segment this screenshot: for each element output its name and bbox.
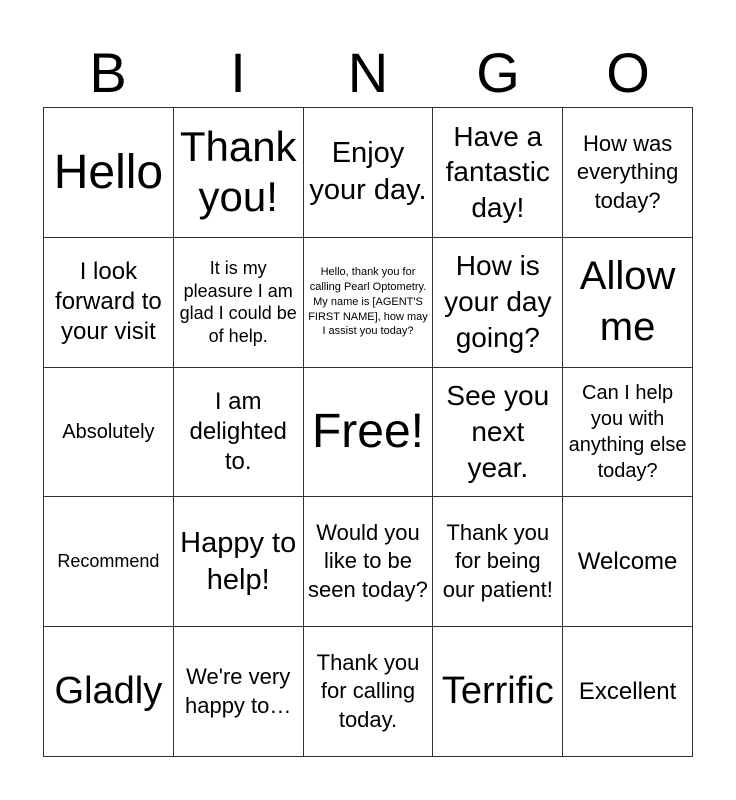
header-letter-n: N	[347, 41, 389, 104]
bingo-cell[interactable]	[563, 497, 693, 627]
bingo-cell[interactable]	[433, 497, 563, 627]
cell-text: Happy to help!	[180, 526, 297, 596]
cell-text: Recommend	[57, 551, 160, 572]
bingo-cell[interactable]	[44, 627, 174, 757]
cell-text: Thank you for calling today.	[316, 649, 420, 732]
cell-text: Absolutely	[62, 420, 155, 443]
bingo-cell[interactable]	[304, 108, 434, 238]
bingo-cell[interactable]	[174, 497, 304, 627]
header-letter-b: B	[89, 41, 127, 104]
cell-text: Terrific	[441, 669, 554, 712]
cell-text: Would you like to be seen today?	[308, 519, 428, 603]
cell-text: I am delighted to.	[189, 387, 287, 475]
cell-text: Thank you!	[179, 123, 297, 221]
cell-text: See you next year.	[446, 380, 550, 483]
bingo-cell[interactable]	[563, 368, 693, 498]
free-space-cell[interactable]	[304, 368, 434, 498]
cell-text: It is my pleasure I am glad I could be of help.	[179, 257, 297, 346]
header-letter-g: G	[476, 41, 520, 104]
cell-text: How is your day going?	[444, 250, 552, 354]
bingo-cell[interactable]	[44, 238, 174, 368]
bingo-cell[interactable]	[44, 497, 174, 627]
bingo-cell[interactable]	[563, 238, 693, 368]
header-letter-o: O	[606, 41, 650, 104]
bingo-cell[interactable]	[563, 627, 693, 757]
cell-text: Welcome	[577, 547, 678, 575]
bingo-cell[interactable]	[304, 238, 434, 368]
bingo-cell[interactable]	[44, 368, 174, 498]
cell-text: Allow me	[579, 254, 676, 350]
cell-text: Hello, thank you for calling Pearl Optometry. My name is [AGENT'S FIRST NAME], how may I assist you today?	[308, 266, 428, 338]
header-letter-i: I	[230, 41, 246, 104]
bingo-cell[interactable]	[433, 368, 563, 498]
bingo-cell[interactable]	[174, 368, 304, 498]
cell-text: I look forward to your visit	[55, 258, 162, 346]
cell-text: Hello	[53, 145, 164, 199]
bingo-cell[interactable]	[433, 238, 563, 368]
bingo-board	[43, 107, 693, 757]
cell-text: Gladly	[54, 669, 163, 712]
bingo-cell[interactable]	[433, 108, 563, 238]
bingo-cell[interactable]	[174, 108, 304, 238]
bingo-cell[interactable]	[174, 238, 304, 368]
cell-text: Thank you for being our patient!	[442, 519, 553, 603]
cell-text: Enjoy your day.	[309, 137, 427, 207]
bingo-cell[interactable]	[44, 108, 174, 238]
bingo-cell[interactable]	[563, 108, 693, 238]
bingo-cell[interactable]	[433, 627, 563, 757]
cell-text: We're very happy to…	[184, 664, 292, 718]
cell-text: Have a fantastic day!	[445, 120, 550, 224]
bingo-cell[interactable]	[174, 627, 304, 757]
free-space-text: Free!	[311, 405, 424, 459]
cell-text: Can I help you with anything else today?	[568, 381, 687, 482]
bingo-cell[interactable]	[304, 627, 434, 757]
cell-text: How was everything today?	[576, 130, 679, 213]
bingo-header	[43, 40, 693, 106]
bingo-cell[interactable]	[304, 497, 434, 627]
cell-text: Excellent	[578, 677, 677, 705]
